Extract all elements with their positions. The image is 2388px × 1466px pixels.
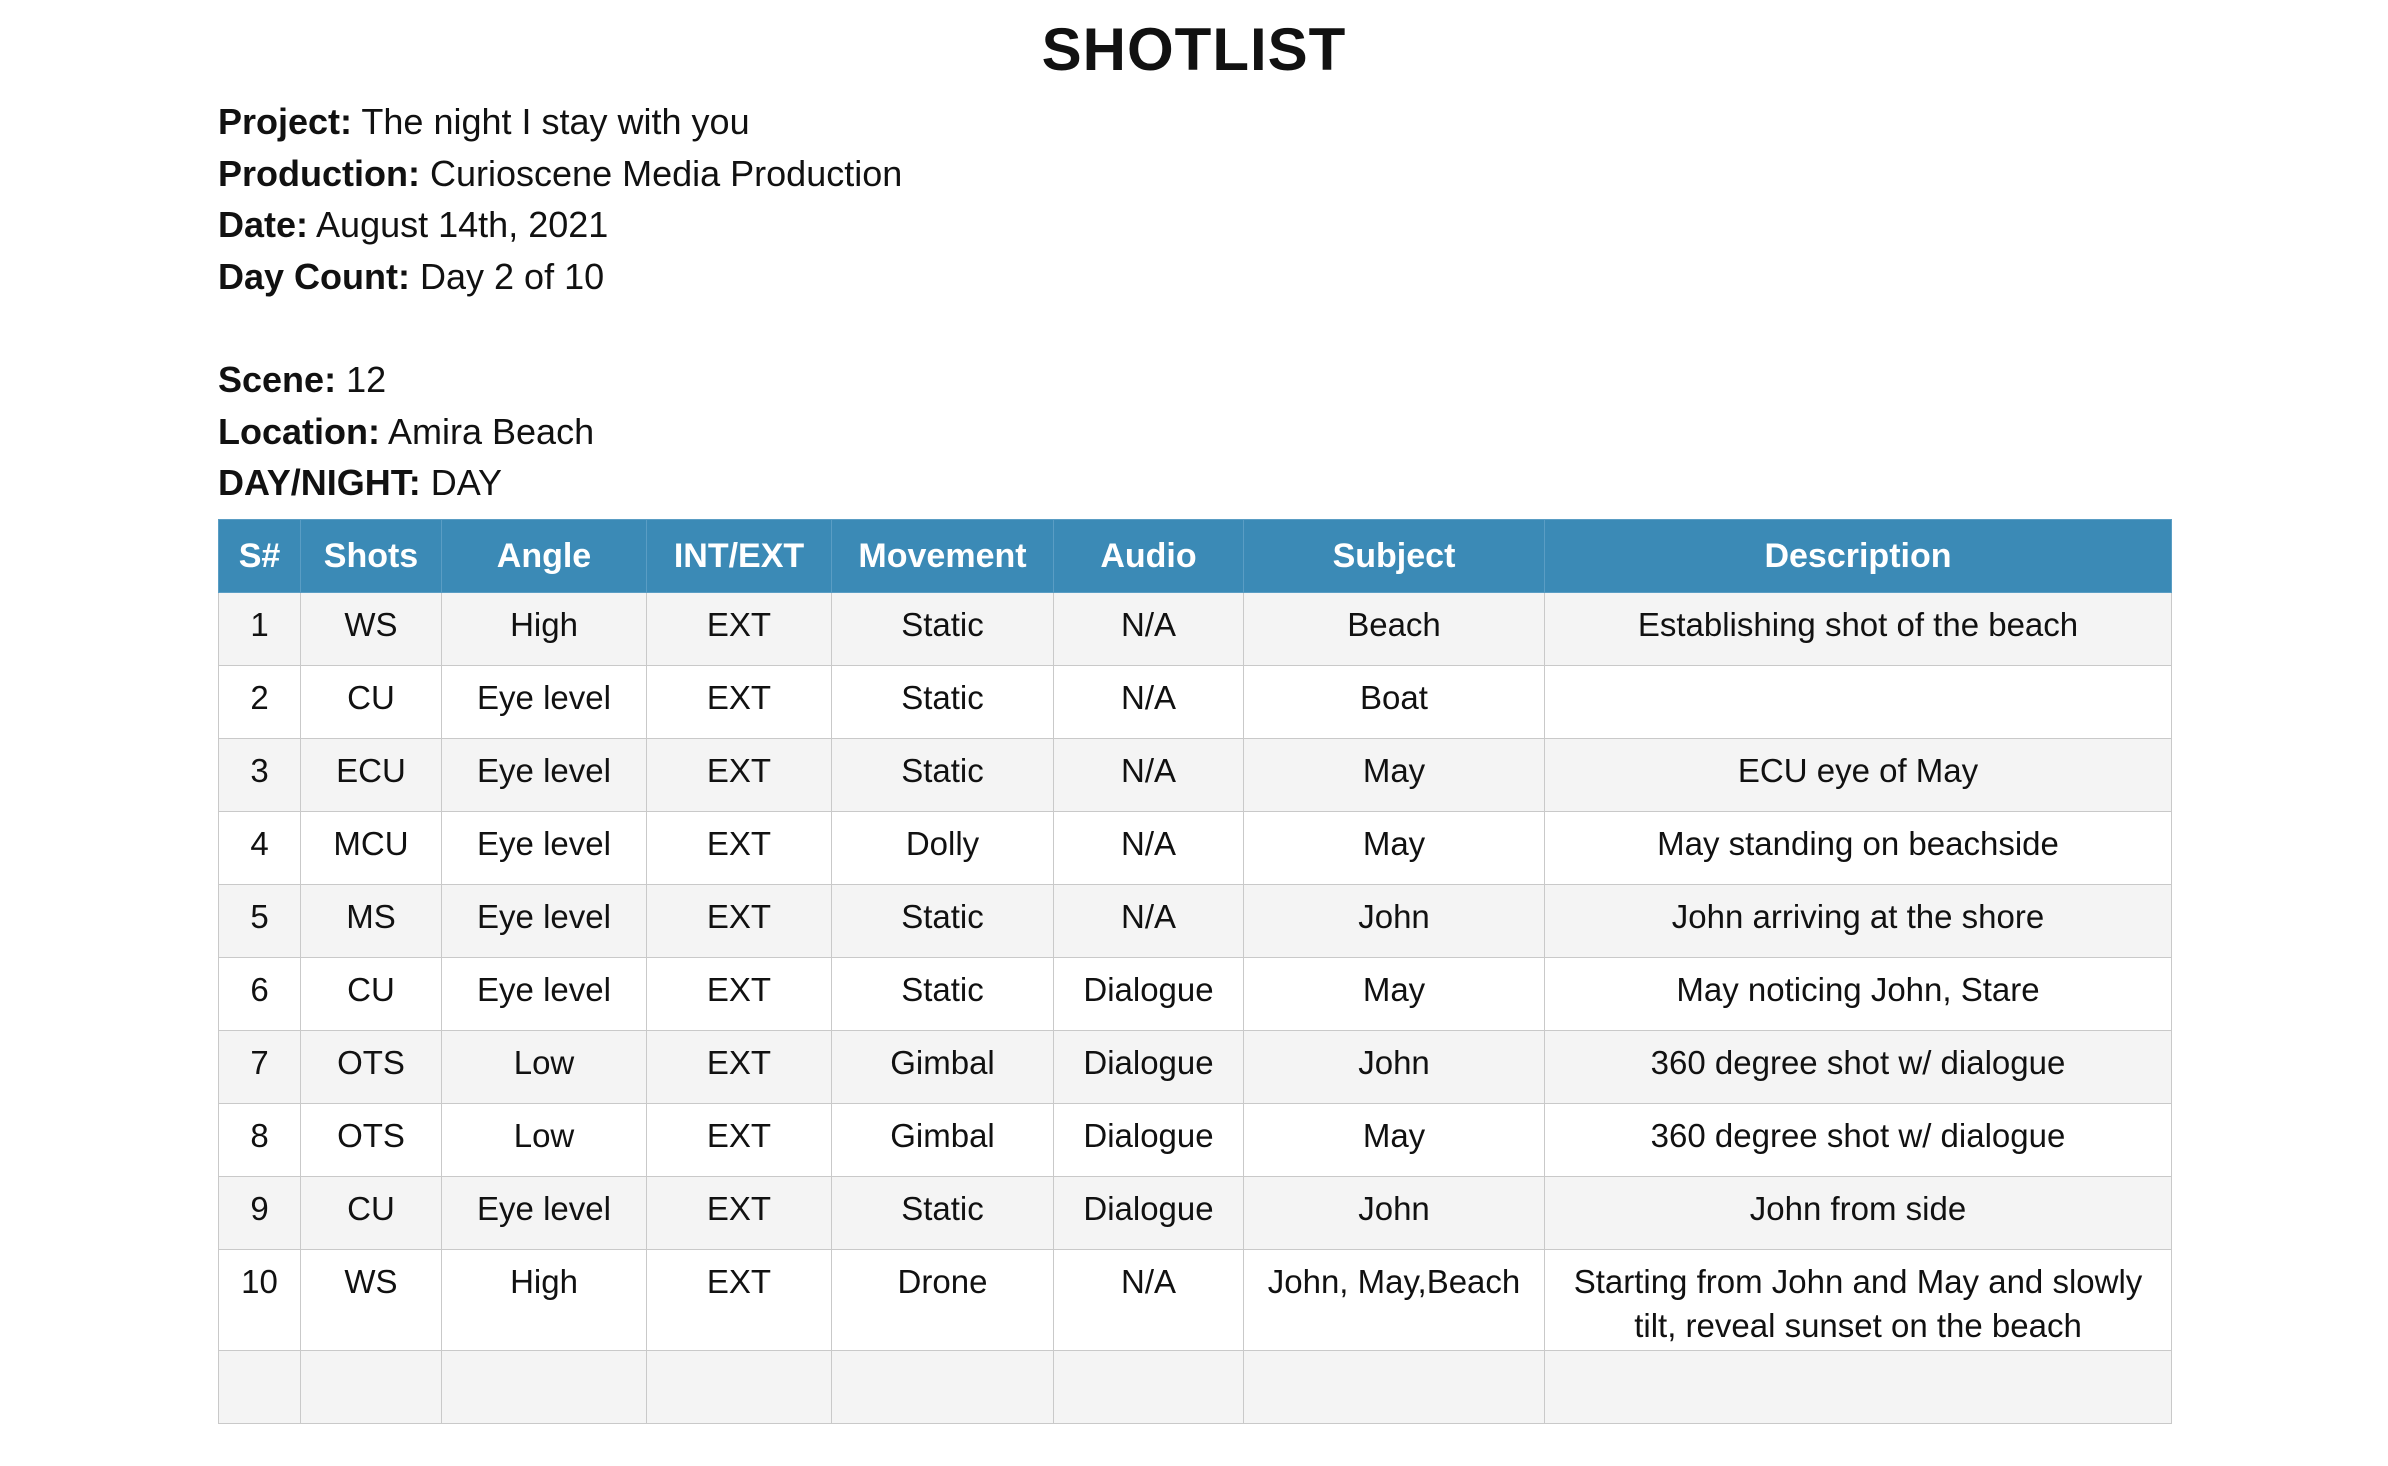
col-description-cell: May standing on beachside [1545,812,2172,885]
scene-value: 12 [346,358,387,400]
table-row [219,885,2172,958]
table-row [219,1250,2172,1351]
col-description-cell: 360 degree shot w/ dialogue [1545,1031,2172,1104]
col-angle-cell: High [442,593,647,666]
col-audio-cell [1054,1351,1244,1424]
col-sn-cell: 4 [219,812,301,885]
col-sn-cell [219,1351,301,1424]
col-int-ext-cell: EXT [647,1104,832,1177]
scene-line [218,354,902,406]
day-count-value: Day 2 of 10 [420,255,605,297]
col-shots-cell: MS [301,885,442,958]
location-label: Location: [218,410,380,452]
col-shots-cell: WS [301,593,442,666]
col-angle-cell: Eye level [442,958,647,1031]
col-angle-cell: Low [442,1031,647,1104]
col-int-ext-cell: EXT [647,739,832,812]
col-int-ext-cell: EXT [647,885,832,958]
col-audio-cell: N/A [1054,593,1244,666]
col-shots-cell: WS [301,1250,442,1351]
col-angle-cell: High [442,1250,647,1351]
col-int-ext-cell: EXT [647,958,832,1031]
col-int-ext-header: INT/EXT [647,520,832,593]
project-value: The night I stay with you [361,101,750,142]
col-audio-cell: N/A [1054,812,1244,885]
col-angle-cell: Eye level [442,1177,647,1250]
col-sn-cell: 8 [219,1104,301,1177]
col-movement-header: Movement [832,520,1054,593]
col-description-cell: Starting from John and May and slowly tilt, reveal sunset on the beach [1545,1250,2172,1351]
col-shots-cell: CU [301,666,442,739]
col-description-cell: May noticing John, Stare [1545,958,2172,1031]
col-subject-cell [1244,1351,1545,1424]
date-label: Date: [218,204,309,246]
col-description-cell: ECU eye of May [1545,739,2172,812]
col-subject-cell: John [1244,1177,1545,1250]
col-audio-cell: N/A [1054,885,1244,958]
col-audio-cell: Dialogue [1054,1031,1244,1104]
shotlist-table [218,519,2172,1424]
table-row [219,1031,2172,1104]
col-description-cell: John from side [1545,1177,2172,1250]
col-sn-cell: 10 [219,1250,301,1351]
day-count-line [218,251,902,303]
col-int-ext-cell: EXT [647,1177,832,1250]
col-angle-cell: Low [442,1104,647,1177]
col-subject-cell: May [1244,812,1545,885]
date-line [218,199,902,251]
day-night-label: DAY/NIGHT: [218,462,421,504]
col-movement-cell: Static [832,1177,1054,1250]
col-shots-cell: MCU [301,812,442,885]
project-line [218,96,902,148]
col-subject-cell: May [1244,739,1545,812]
col-movement-cell [832,1351,1054,1424]
day-night-value: DAY [430,462,503,504]
col-sn-cell: 7 [219,1031,301,1104]
table-row [219,739,2172,812]
col-shots-cell: CU [301,1177,442,1250]
col-description-cell: 360 degree shot w/ dialogue [1545,1104,2172,1177]
col-audio-cell: N/A [1054,1250,1244,1351]
day-night-line [218,457,902,509]
day-count-label: Day Count: [218,255,410,297]
col-movement-cell: Static [832,885,1054,958]
col-angle-cell: Eye level [442,739,647,812]
col-movement-cell: Static [832,739,1054,812]
col-subject-header: Subject [1244,520,1545,593]
col-movement-cell: Static [832,593,1054,666]
location-line [218,406,902,458]
col-subject-cell: May [1244,1104,1545,1177]
col-int-ext-cell: EXT [647,1250,832,1351]
col-sn-cell: 2 [219,666,301,739]
table-row [219,666,2172,739]
production-label: Production: [218,152,420,194]
table-row [219,812,2172,885]
col-audio-cell: N/A [1054,666,1244,739]
col-audio-cell: N/A [1054,739,1244,812]
col-sn-header: S# [219,520,301,593]
date-value: August 14th, 2021 [316,204,609,246]
location-value: Amira Beach [388,410,595,452]
col-shots-header: Shots [301,520,442,593]
col-sn-cell: 6 [219,958,301,1031]
col-description-cell [1545,1351,2172,1424]
col-sn-cell: 5 [219,885,301,958]
col-int-ext-cell: EXT [647,812,832,885]
col-subject-cell: Boat [1244,666,1545,739]
col-int-ext-cell: EXT [647,1031,832,1104]
scene-label: Scene: [218,358,337,400]
col-sn-cell: 9 [219,1177,301,1250]
col-sn-cell: 1 [219,593,301,666]
col-description-cell [1545,666,2172,739]
production-value: Curioscene Media Production [430,152,903,194]
col-audio-header: Audio [1054,520,1244,593]
col-subject-cell: Beach [1244,593,1545,666]
production-line [218,148,902,200]
project-label: Project: [218,101,353,142]
col-sn-cell: 3 [219,739,301,812]
col-description-header: Description [1545,520,2172,593]
col-description-cell: Establishing shot of the beach [1545,593,2172,666]
col-angle-cell [442,1351,647,1424]
col-shots-cell: OTS [301,1031,442,1104]
page-title: SHOTLIST [1041,16,1347,83]
col-subject-cell: John [1244,885,1545,958]
col-int-ext-cell: EXT [647,593,832,666]
col-angle-cell: Eye level [442,812,647,885]
col-movement-cell: Static [832,958,1054,1031]
col-movement-cell: Static [832,666,1054,739]
col-angle-header: Angle [442,520,647,593]
col-movement-cell: Gimbal [832,1104,1054,1177]
table-header-row [219,520,2172,593]
col-movement-cell: Gimbal [832,1031,1054,1104]
col-shots-cell [301,1351,442,1424]
col-audio-cell: Dialogue [1054,1177,1244,1250]
col-shots-cell: OTS [301,1104,442,1177]
col-int-ext-cell [647,1351,832,1424]
col-shots-cell: ECU [301,739,442,812]
table-row [219,958,2172,1031]
col-movement-cell: Dolly [832,812,1054,885]
col-audio-cell: Dialogue [1054,1104,1244,1177]
table-row [219,1351,2172,1424]
shot-metadata [218,96,902,509]
col-subject-cell: May [1244,958,1545,1031]
col-description-cell: John arriving at the shore [1545,885,2172,958]
table-body [219,593,2172,1424]
col-shots-cell: CU [301,958,442,1031]
col-int-ext-cell: EXT [647,666,832,739]
table-row [219,1104,2172,1177]
table-row [219,1177,2172,1250]
col-subject-cell: John [1244,1031,1545,1104]
table-row [219,593,2172,666]
col-angle-cell: Eye level [442,885,647,958]
col-movement-cell: Drone [832,1250,1054,1351]
col-audio-cell: Dialogue [1054,958,1244,1031]
col-angle-cell: Eye level [442,666,647,739]
col-subject-cell: John, May,Beach [1244,1250,1545,1351]
